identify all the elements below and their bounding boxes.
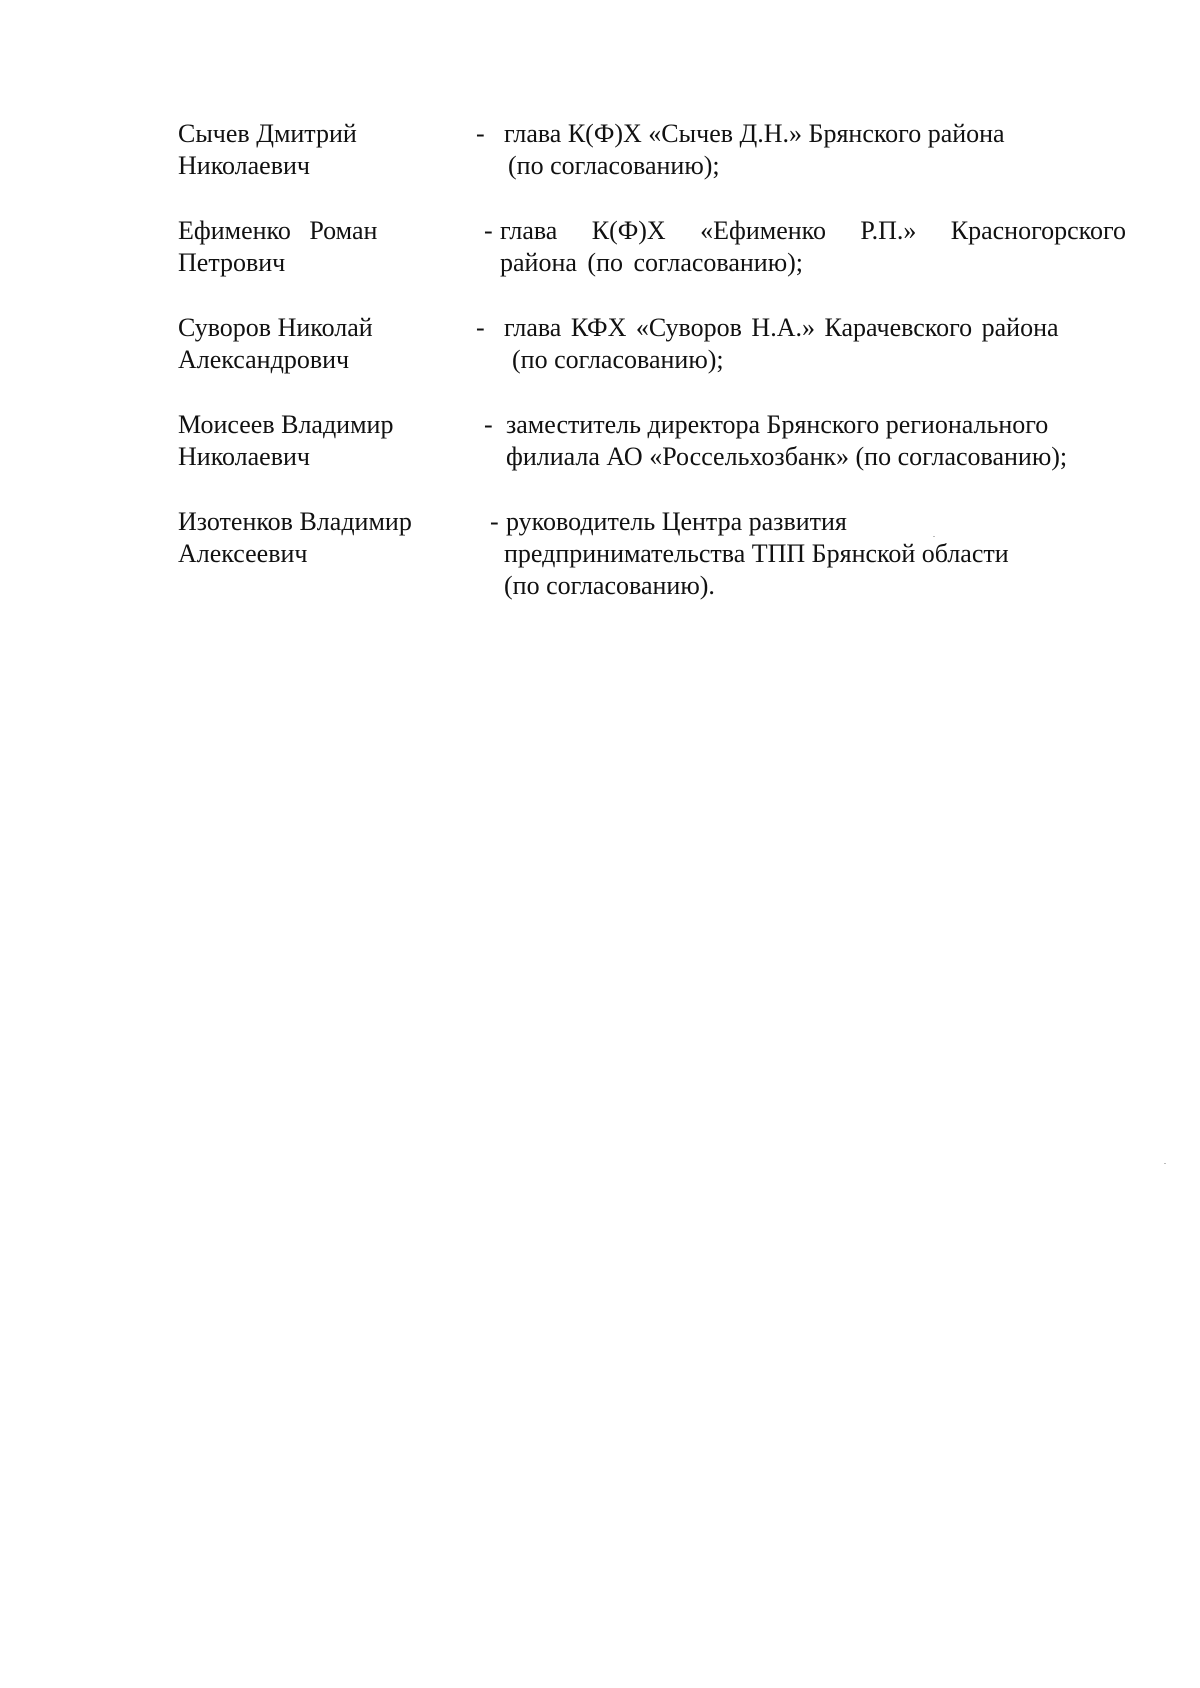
member-name [178, 312, 478, 376]
member-name [178, 118, 478, 182]
role-text: глава К(Ф)Х «Ефименко Р.П.» Красногорского [500, 216, 1126, 245]
member-role-line [476, 312, 1059, 344]
member-name [178, 506, 478, 570]
member-role-line [490, 506, 847, 538]
member-role-line: филиала АО «Россельхозбанк» (по согласованию); [506, 442, 1068, 471]
role-dash: - [484, 216, 493, 245]
member-patronymic: Николаевич [178, 442, 310, 471]
role-dash: - [484, 410, 493, 439]
member-name [178, 409, 478, 473]
member-role-line: (по согласованию). [504, 571, 715, 600]
role-text: заместитель директора Брянского регионального [506, 410, 1049, 439]
scan-speck [933, 536, 935, 537]
member-patronymic: Александрович [178, 345, 350, 374]
role-dash: - [490, 507, 499, 536]
member-role-line: (по согласованию); [508, 151, 720, 180]
role-dash: - [476, 119, 485, 148]
member-role-line [484, 215, 1126, 247]
member-role-line [484, 409, 1048, 441]
member-name [178, 215, 478, 279]
member-role-line: предпринимательства ТПП Брянской области [504, 539, 1009, 568]
member-surname-first: Ефименко Роман [178, 216, 378, 245]
member-surname-first: Моисеев Владимир [178, 410, 394, 439]
member-surname-first: Изотенков Владимир [178, 507, 412, 536]
role-text: глава К(Ф)Х «Сычев Д.Н.» Брянского района [504, 119, 1005, 148]
member-surname-first: Суворов Николай [178, 313, 373, 342]
member-surname-first: Сычев Дмитрий [178, 119, 357, 148]
role-text: руководитель Центра развития [506, 507, 847, 536]
member-role-line: (по согласованию); [512, 345, 724, 374]
role-dash: - [476, 313, 485, 342]
member-role-line [476, 118, 1005, 150]
scan-speck [1164, 1163, 1166, 1164]
member-patronymic: Петрович [178, 248, 286, 277]
member-patronymic: Алексеевич [178, 539, 308, 568]
member-role-line: района (по согласованию); [500, 248, 804, 277]
role-text: глава КФХ «Суворов Н.А.» Карачевского района [504, 313, 1059, 342]
member-patronymic: Николаевич [178, 151, 310, 180]
